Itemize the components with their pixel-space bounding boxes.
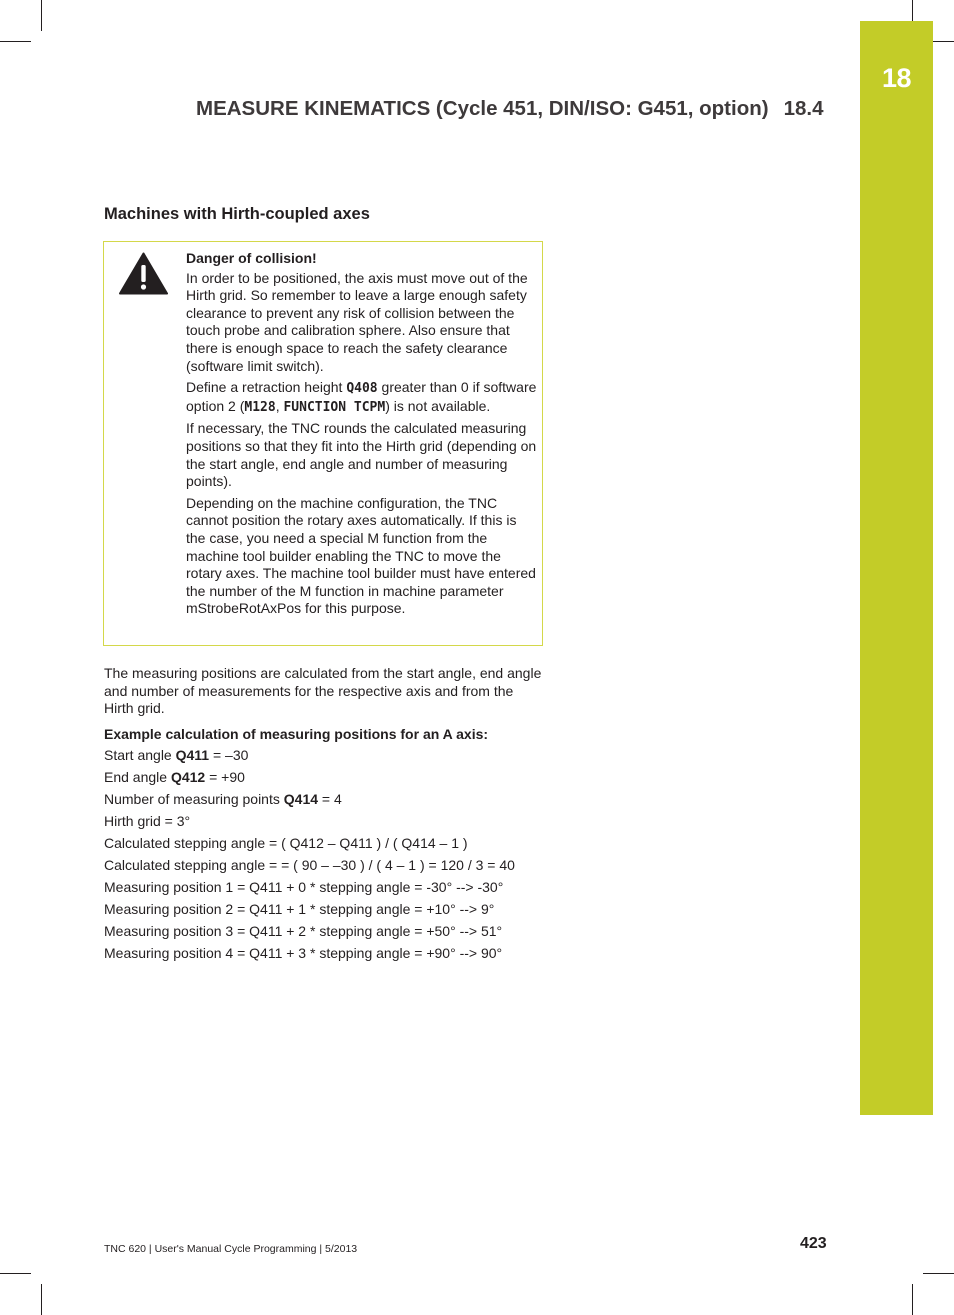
crop-mark xyxy=(923,1273,954,1274)
code-m128: M128 xyxy=(244,399,276,415)
page-footer: TNC 620 | User's Manual Cycle Programming | 5/2013 xyxy=(104,1243,358,1255)
note-paragraph: In order to be positioned, the axis must move out of the Hirth grid. So remember to leave a large enough safety clearance to prevent any risk of collision between the touch probe and calibration sphere. Also ensure that there is enough space to reach the safety clearance (software limit switch). xyxy=(186,269,528,374)
warning-triangle-icon xyxy=(119,252,168,295)
crop-mark xyxy=(41,1284,42,1315)
start-angle-line: Start angle Q411 = –30 xyxy=(104,747,249,764)
crop-mark xyxy=(912,1284,913,1315)
running-header xyxy=(196,97,830,121)
chapter-tab xyxy=(860,21,933,1115)
note-paragraph: Depending on the machine configuration, the TNC cannot position the rotary axes automatically. If this is the case, you need a special M function from the machine tool builder enabling the TNC to move the rotary axes. The machine tool builder must have entered the number of the M function in machine parameter mStrobeRotAxPos for this purpose. xyxy=(186,494,536,617)
param-q408: Q408 xyxy=(346,381,378,397)
section-heading: Machines with Hirth-coupled axes xyxy=(104,205,370,223)
note-paragraph: If necessary, the TNC rounds the calculated measuring positions so that they fit into the Hirth grid (depending on the start angle, end angle and number of measuring points). xyxy=(186,420,537,490)
intro-paragraph: The measuring positions are calculated from the start angle, end angle and number of measurements for the respective axis and from the Hirth grid. xyxy=(104,665,542,717)
calc-line: Measuring position 2 = Q411 + 1 * stepping angle = +10° --> 9° xyxy=(104,901,495,918)
chapter-number: 18 xyxy=(881,63,912,93)
note-title: Danger of collision! xyxy=(186,250,317,266)
code-function-tcpm: FUNCTION TCPM xyxy=(283,399,386,415)
note-text xyxy=(186,250,538,622)
header-section: 18.4 xyxy=(783,97,824,120)
num-points-line: Number of measuring points Q414 = 4 xyxy=(104,791,342,808)
crop-mark xyxy=(0,1273,31,1274)
calc-line: Measuring position 3 = Q411 + 2 * stepping angle = +50° --> 51° xyxy=(104,923,503,940)
page-number: 423 xyxy=(800,1235,827,1252)
calc-line: Measuring position 1 = Q411 + 0 * stepping angle = -30° --> -30° xyxy=(104,879,504,896)
body-text xyxy=(104,665,544,967)
crop-mark xyxy=(41,0,42,31)
end-angle-line: End angle Q412 = +90 xyxy=(104,769,245,786)
calc-line: Calculated stepping angle = ( Q412 – Q411 ) / ( Q414 – 1 ) xyxy=(104,835,468,852)
calc-line: Hirth grid = 3° xyxy=(104,813,191,830)
example-title: Example calculation of measuring positions for an A axis: xyxy=(104,725,489,742)
calc-line: Calculated stepping angle = = ( 90 – –30 ) / ( 4 – 1 ) = 120 / 3 = 40 xyxy=(104,857,515,874)
header-title: MEASURE KINEMATICS (Cycle 451, DIN/ISO: G451, option) xyxy=(196,97,769,120)
calc-line: Measuring position 4 = Q411 + 3 * stepping angle = +90° --> 90° xyxy=(104,945,503,962)
crop-mark xyxy=(0,41,31,42)
note-paragraph: Define a retraction height Q408 greater than 0 if software option 2 (M128, FUNCTION TCPM) is not available. xyxy=(186,379,537,415)
danger-note xyxy=(103,241,543,646)
